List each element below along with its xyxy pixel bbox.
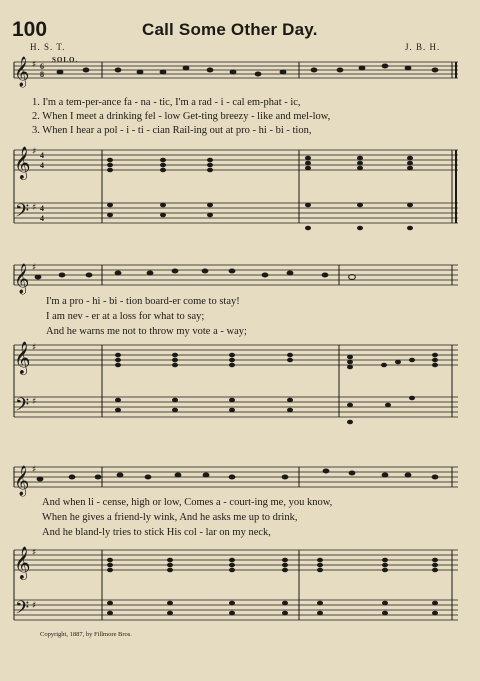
sharp-icon: ♯ — [32, 465, 37, 475]
copyright-notice: Copyright, 1887, by Fillmore Bros. — [40, 631, 132, 638]
sharp-icon: ♯ — [32, 147, 37, 157]
staff-treble-2 — [14, 345, 458, 365]
page-number: 100 — [12, 18, 48, 41]
staff-melody-3 — [14, 467, 458, 487]
verse-3-line-1: 3. When I hear a pol - i - ti - cian Rail-ing out at pro - hi - bi - tion, — [32, 125, 312, 136]
staff-bass-3 — [14, 600, 458, 620]
treble-clef-icon: 𝄞 — [14, 57, 30, 87]
bass-clef-icon: 𝄢 — [15, 598, 30, 623]
verse-1-line-1: 1. I'm a tem-per-ance fa - na - tic, I'm a rad - i - cal em-phat - ic, — [32, 97, 301, 108]
verse-2-line-2: I am nev - er at a loss for what to say; — [46, 311, 205, 322]
sharp-icon: ♯ — [32, 601, 37, 611]
svg-text:4: 4 — [40, 151, 44, 160]
verse-2-line-1: 2. When I meet a drinking fel - low Get-ting breezy - like and mel-low, — [32, 111, 331, 122]
sharp-icon: ♯ — [32, 343, 37, 353]
lyricist-initials: H. S. T. — [30, 42, 66, 52]
treble-clef-icon: 𝄞 — [14, 264, 30, 294]
chord-notes — [107, 156, 438, 616]
sharp-icon: ♯ — [32, 397, 37, 407]
sharp-icon: ♯ — [32, 60, 37, 70]
svg-text:8: 8 — [40, 70, 44, 79]
treble-clef-icon: 𝄞 — [14, 466, 30, 496]
verse-1-line-3: And when li - cense, high or low, Comes a - court-ing me, you know, — [42, 497, 333, 508]
bass-clef-icon: 𝄢 — [15, 201, 30, 226]
staff-treble-1 — [14, 150, 458, 170]
svg-text:6: 6 — [40, 62, 44, 71]
staff-melody-2 — [14, 265, 458, 285]
staff-bass-1 — [14, 203, 458, 223]
svg-text:4: 4 — [40, 214, 44, 223]
svg-text:4: 4 — [40, 161, 44, 170]
sharp-icon: ♯ — [32, 263, 37, 273]
treble-clef-icon: 𝄞 — [14, 546, 31, 579]
staff-bass-2 — [14, 397, 458, 417]
treble-clef-icon: 𝄞 — [14, 341, 31, 374]
staff-treble-3 — [14, 550, 458, 570]
svg-text:4: 4 — [40, 204, 44, 213]
sharp-icon: ♯ — [32, 203, 37, 213]
sharp-icon: ♯ — [32, 548, 37, 558]
staff-melody-1 — [14, 62, 458, 78]
verse-3-line-2: And he warns me not to throw my vote a - way; — [46, 326, 247, 337]
verse-3-line-3: And he bland-ly tries to stick His col - lar on my neck, — [42, 527, 271, 538]
song-title: Call Some Other Day. — [142, 20, 318, 39]
composer-initials: J. B. H. — [405, 42, 441, 52]
verse-2-line-3: When he gives a friend-ly wink, And he asks me up to drink, — [42, 512, 298, 523]
verse-1-line-2: I'm a pro - hi - bi - tion board-er come to stay! — [46, 296, 240, 307]
solo-marking: SOLO. — [52, 56, 79, 64]
treble-clef-icon: 𝄞 — [14, 146, 31, 179]
bass-clef-icon: 𝄢 — [15, 395, 30, 420]
